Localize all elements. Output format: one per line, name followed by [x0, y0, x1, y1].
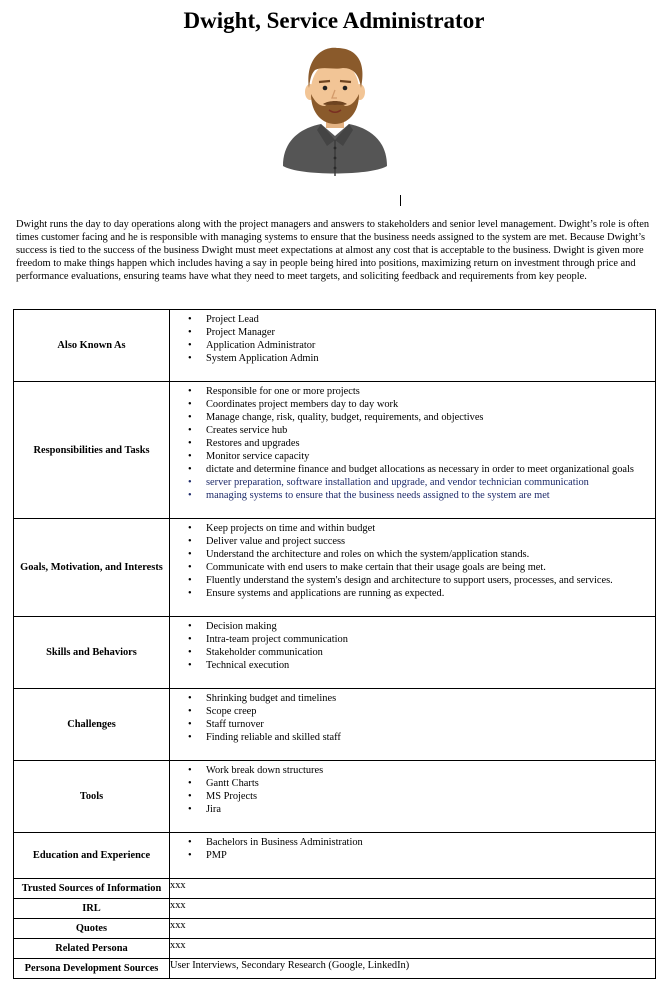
row-value: [170, 689, 656, 761]
row-value: [170, 617, 656, 689]
bullet-list: [170, 689, 655, 744]
list-item: • Decision making: [203, 620, 655, 633]
row-value: xxx: [170, 939, 656, 959]
row-value: xxx: [170, 879, 656, 899]
list-item: • Application Administrator: [203, 339, 655, 352]
table-row: [14, 761, 656, 833]
bullet-list: [170, 833, 655, 862]
list-item: • Project Lead: [203, 313, 655, 326]
list-item: • Project Manager: [203, 326, 655, 339]
row-value: [170, 382, 656, 519]
list-item: • Manage change, risk, quality, budget, requirements, and objectives: [203, 411, 655, 424]
persona-table: [13, 309, 656, 979]
table-row: [14, 689, 656, 761]
text-cursor: [400, 195, 401, 206]
list-item: • Jira: [203, 803, 655, 816]
bullet-list: [170, 382, 655, 502]
row-value: [170, 310, 656, 382]
row-label: Trusted Sources of Information: [14, 879, 170, 899]
list-item: • Staff turnover: [203, 718, 655, 731]
list-item: • managing systems to ensure that the business needs assigned to the system are met: [203, 489, 655, 502]
row-value: [170, 761, 656, 833]
row-label: Persona Development Sources: [14, 959, 170, 979]
list-item: • Work break down structures: [203, 764, 655, 777]
list-item: • MS Projects: [203, 790, 655, 803]
bullet-list: [170, 617, 655, 672]
row-label: Skills and Behaviors: [14, 617, 170, 689]
persona-avatar: [279, 44, 391, 178]
table-row: [14, 519, 656, 617]
list-item: • Keep projects on time and within budget: [203, 522, 655, 535]
list-item: • Deliver value and project success: [203, 535, 655, 548]
list-item: • Stakeholder communication: [203, 646, 655, 659]
page-title: Dwight, Service Administrator: [183, 8, 485, 33]
table-row: [14, 959, 656, 979]
list-item: • Intra-team project communication: [203, 633, 655, 646]
list-item: • Understand the architecture and roles on which the system/application stands.: [203, 548, 655, 561]
table-row: [14, 382, 656, 519]
list-item: • Finding reliable and skilled staff: [203, 731, 655, 744]
bullet-list: [170, 310, 655, 365]
list-item: • Communicate with end users to make certain that their usage goals are being met.: [203, 561, 655, 574]
row-label: Related Persona: [14, 939, 170, 959]
row-value: User Interviews, Secondary Research (Google, LinkedIn): [170, 959, 656, 979]
table-row: [14, 939, 656, 959]
table-row: [14, 833, 656, 879]
list-item: • dictate and determine finance and budget allocations as necessary in order to meet organizational goals: [203, 463, 655, 476]
intro-paragraph: Dwight runs the day to day operations along with the project managers and answers to stakeholders and senior level management. Dwight’s role is often times customer facing and he is responsible with managing systems to ensure that the business needs assigned to the system are met. Because Dwight’s success is tied to the success of the business Dwight must meet expectations at almost any cost that is acceptable to the business. Dwight is given more freedom to make things happen which includes having a say in people being hired into positions, maximizing return on investment through price and performance evaluations, ensuring teams have what they need to meet targets, and soliciting feedback and requirements from key people.: [16, 219, 650, 282]
table-row: [14, 919, 656, 939]
table-row: [14, 879, 656, 899]
list-item: • PMP: [203, 849, 655, 862]
list-item: • Technical execution: [203, 659, 655, 672]
list-item: • Ensure systems and applications are running as expected.: [203, 587, 655, 600]
row-label: Goals, Motivation, and Interests: [14, 519, 170, 617]
row-label: Quotes: [14, 919, 170, 939]
list-item: • Creates service hub: [203, 424, 655, 437]
row-label: Tools: [14, 761, 170, 833]
list-item: • Responsible for one or more projects: [203, 385, 655, 398]
list-item: • Gantt Charts: [203, 777, 655, 790]
list-item: • Coordinates project members day to day work: [203, 398, 655, 411]
table-row: [14, 617, 656, 689]
table-row: [14, 899, 656, 919]
row-label: Responsibilities and Tasks: [14, 382, 170, 519]
row-label: Also Known As: [14, 310, 170, 382]
row-label: Challenges: [14, 689, 170, 761]
list-item: • Scope creep: [203, 705, 655, 718]
list-item: • Shrinking budget and timelines: [203, 692, 655, 705]
row-value: xxx: [170, 919, 656, 939]
list-item: • Bachelors in Business Administration: [203, 836, 655, 849]
row-value: xxx: [170, 899, 656, 919]
row-label: IRL: [14, 899, 170, 919]
list-item: • server preparation, software installation and upgrade, and vendor technician communication: [203, 476, 655, 489]
row-value: [170, 833, 656, 879]
list-item: • System Application Admin: [203, 352, 655, 365]
list-item: • Monitor service capacity: [203, 450, 655, 463]
list-item: • Fluently understand the system's design and architecture to support users, processes, and services.: [203, 574, 655, 587]
bullet-list: [170, 761, 655, 816]
bullet-list: [170, 519, 655, 600]
row-value: [170, 519, 656, 617]
list-item: • Restores and upgrades: [203, 437, 655, 450]
table-row: [14, 310, 656, 382]
row-label: Education and Experience: [14, 833, 170, 879]
